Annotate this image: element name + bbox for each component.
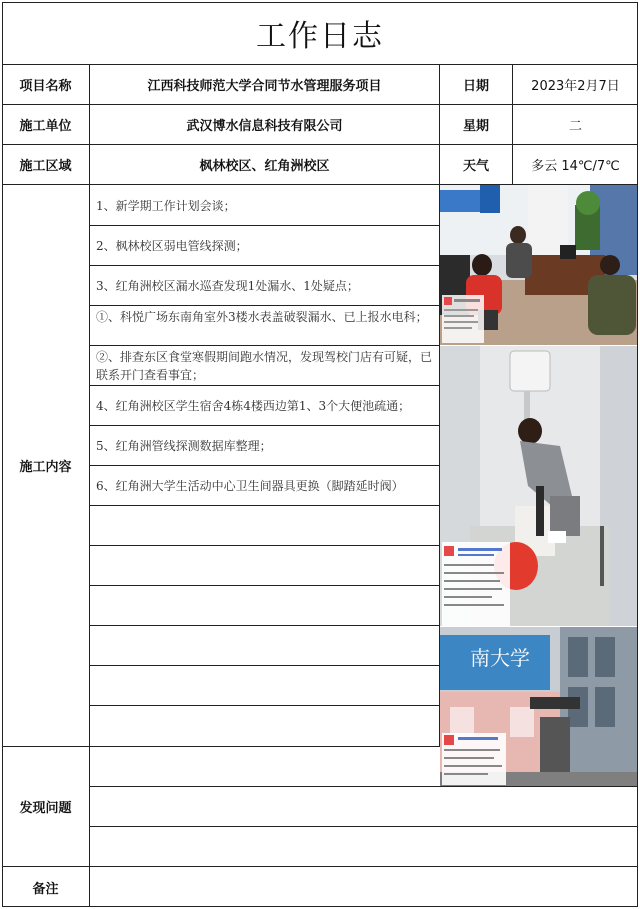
problems-found-label: 发现问题 [19,801,72,816]
construction-area-value: 枫林校区、红角洲校区 [199,158,330,174]
weekday-label: 星期 [462,118,489,134]
content-row-divider [90,705,439,706]
photo-restroom [440,346,637,626]
content-item: ②、排查东区食堂寒假期间跑水情况，发现驾校门店有可疑，已联系开门查看事宜； [96,350,433,382]
remarks-label: 备注 [32,881,59,897]
construction-unit-value: 武汉博水信息科技有限公司 [186,118,343,134]
content-item: 4、红角洲校区学生宿舍4栋4楼西边第1、3个大便池疏通； [96,399,411,413]
content-item: 2、枫林校区弱电管线探测； [96,239,248,253]
project-name-label: 项目名称 [19,78,72,94]
construction-area-label: 施工区域 [19,158,72,174]
project-name-value: 江西科技师范大学合同节水管理服务项目 [147,78,382,94]
page-title: 工作日志 [256,19,384,54]
content-item: 5、红角洲管线探测数据库整理； [96,439,272,453]
content-row-divider [90,625,439,626]
content-row-divider [90,585,439,586]
content-row-divider [90,505,439,506]
content-row-divider [90,545,439,546]
problem-row [90,787,638,826]
problem-row [90,827,638,866]
construction-unit-label: 施工单位 [19,118,72,134]
content-item: 1、新学期工作计划会谈； [96,198,236,213]
content-item: 3、红角洲校区漏水巡查发现1处漏水、1处疑点； [96,279,359,293]
content-row-divider [90,665,439,666]
weekday-value: 二 [568,118,582,134]
weather-label: 天气 [462,158,489,174]
remarks-value [90,867,638,907]
date-value: 2023年2月7日 [531,78,620,94]
building-sign-text: 南大学 [470,646,530,670]
weather-value: 多云 14℃/7℃ [531,158,620,174]
date-label: 日期 [462,78,489,94]
photo-meeting [440,185,637,345]
content-item: ①、科悦广场东南角室外3楼水表盖破裂漏水、已上报水电科； [96,310,428,324]
content-item: 6、红角洲大学生活动中心卫生间器具更换（脚踏延时阀） [96,479,404,493]
construction-content-label: 施工内容 [19,459,72,475]
problem-row [90,747,638,786]
